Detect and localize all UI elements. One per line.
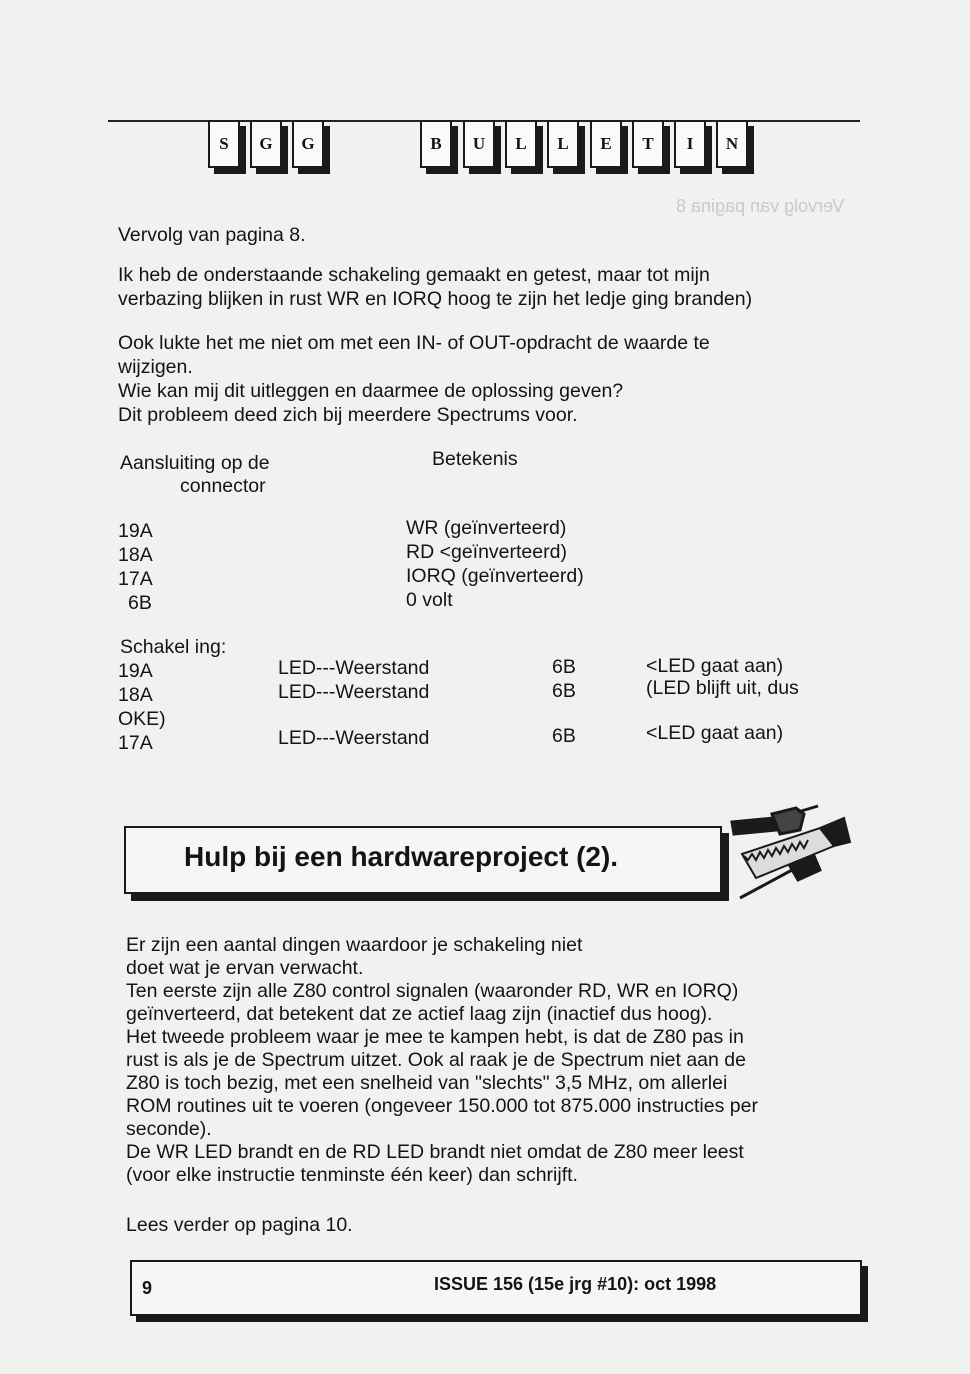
paragraph-line: Dit probleem deed zich bij meerdere Spectrums voor. bbox=[118, 404, 578, 426]
article-title: Hulp bij een hardwareproject (2). bbox=[184, 841, 619, 872]
row-target: 6B bbox=[552, 680, 576, 702]
bleed-through-text: Vervolg van pagina 8 bbox=[676, 196, 845, 216]
paragraph-line: Ik heb de onderstaande schakeling gemaakt en getest, maar tot mijn bbox=[118, 264, 710, 286]
row-circuit: LED---Weerstand bbox=[278, 727, 430, 749]
row-circuit: LED---Weerstand bbox=[278, 657, 430, 679]
paragraph-line: geïnverteerd, dat betekent dat ze actief laag zijn (inactief dus hoog). bbox=[126, 1003, 713, 1025]
row-pin: 18A bbox=[118, 684, 153, 706]
pin-meaning: RD <geïnverteerd) bbox=[406, 541, 567, 563]
row-result: (LED blijft uit, dus bbox=[646, 677, 799, 699]
paragraph-line: De WR LED brandt en de RD LED brandt niet omdat de Z80 meer leest bbox=[126, 1141, 744, 1163]
paragraph-line: Wie kan mij dit uitleggen en daarmee de oplossing geven? bbox=[118, 380, 624, 402]
logo-letter: S bbox=[208, 120, 240, 168]
row-circuit: LED---Weerstand bbox=[278, 681, 430, 703]
paragraph-line: doet wat je ervan verwacht. bbox=[126, 957, 364, 979]
tools-icon bbox=[722, 800, 852, 910]
pin-label: 18A bbox=[118, 544, 153, 566]
logo-letter: G bbox=[292, 120, 324, 168]
table-header-meaning: Betekenis bbox=[432, 448, 518, 470]
footer-bar bbox=[130, 1260, 862, 1316]
logo-letter: L bbox=[547, 120, 579, 168]
row-pin: 19A bbox=[118, 660, 153, 682]
logo-letter: N bbox=[716, 120, 748, 168]
table-header-connector: Aansluiting op de bbox=[120, 452, 270, 474]
paragraph-line: Er zijn een aantal dingen waardoor je schakeling niet bbox=[126, 934, 583, 956]
table-header-connector: connector bbox=[180, 475, 266, 497]
row-pin: OKE) bbox=[118, 708, 166, 730]
paragraph-line: rust is als je de Spectrum uitzet. Ook al raak je de Spectrum niet aan de bbox=[126, 1049, 746, 1071]
page-number: 9 bbox=[142, 1278, 153, 1298]
pin-label: 17A bbox=[118, 568, 153, 590]
logo-letter: G bbox=[250, 120, 282, 168]
paragraph-line: verbazing blijken in rust WR en IORQ hoog te zijn het ledje ging branden) bbox=[118, 288, 753, 310]
issue-line: ISSUE 156 (15e jrg #10): oct 1998 bbox=[434, 1274, 717, 1294]
paragraph-line: ROM routines uit te voeren (ongeveer 150.000 tot 875.000 instructies per bbox=[126, 1095, 758, 1117]
pin-label: 6B bbox=[128, 592, 152, 614]
logo-letter: E bbox=[590, 120, 622, 168]
logo-letter: T bbox=[632, 120, 664, 168]
continued-from: Vervolg van pagina 8. bbox=[118, 224, 306, 246]
logo-letter: L bbox=[505, 120, 537, 168]
paragraph-line: Ook lukte het me niet om met een IN- of OUT-opdracht de waarde te bbox=[118, 332, 710, 354]
paragraph-line: Z80 is toch bezig, met een snelheid van "slechts" 3,5 MHz, om allerlei bbox=[126, 1072, 728, 1094]
pin-meaning: WR (geïnverteerd) bbox=[406, 517, 567, 539]
row-result: <LED gaat aan) bbox=[646, 722, 784, 744]
paragraph-line: wijzigen. bbox=[118, 356, 193, 378]
row-target: 6B bbox=[552, 725, 576, 747]
paragraph-line: (voor elke instructie tenminste één keer) dan schrijft. bbox=[126, 1164, 578, 1186]
pin-meaning: IORQ (geïnverteerd) bbox=[406, 565, 584, 587]
row-target: 6B bbox=[552, 656, 576, 678]
logo-letter: I bbox=[674, 120, 706, 168]
article-title-box bbox=[124, 826, 722, 894]
row-result: <LED gaat aan) bbox=[646, 655, 784, 677]
pin-meaning: 0 volt bbox=[406, 589, 453, 611]
schakeling-label: Schakel ing: bbox=[120, 636, 227, 658]
paragraph-line: Het tweede probleem waar je mee te kampen hebt, is dat de Z80 pas in bbox=[126, 1026, 744, 1048]
pin-label: 19A bbox=[118, 520, 153, 542]
paragraph-line: Ten eerste zijn alle Z80 control signalen (waaronder RD, WR en IORQ) bbox=[126, 980, 739, 1002]
logo-letter: B bbox=[420, 120, 452, 168]
continue-note: Lees verder op pagina 10. bbox=[126, 1214, 353, 1236]
row-pin: 17A bbox=[118, 732, 153, 754]
logo-letter: U bbox=[463, 120, 495, 168]
paragraph-line: seconde). bbox=[126, 1118, 212, 1140]
